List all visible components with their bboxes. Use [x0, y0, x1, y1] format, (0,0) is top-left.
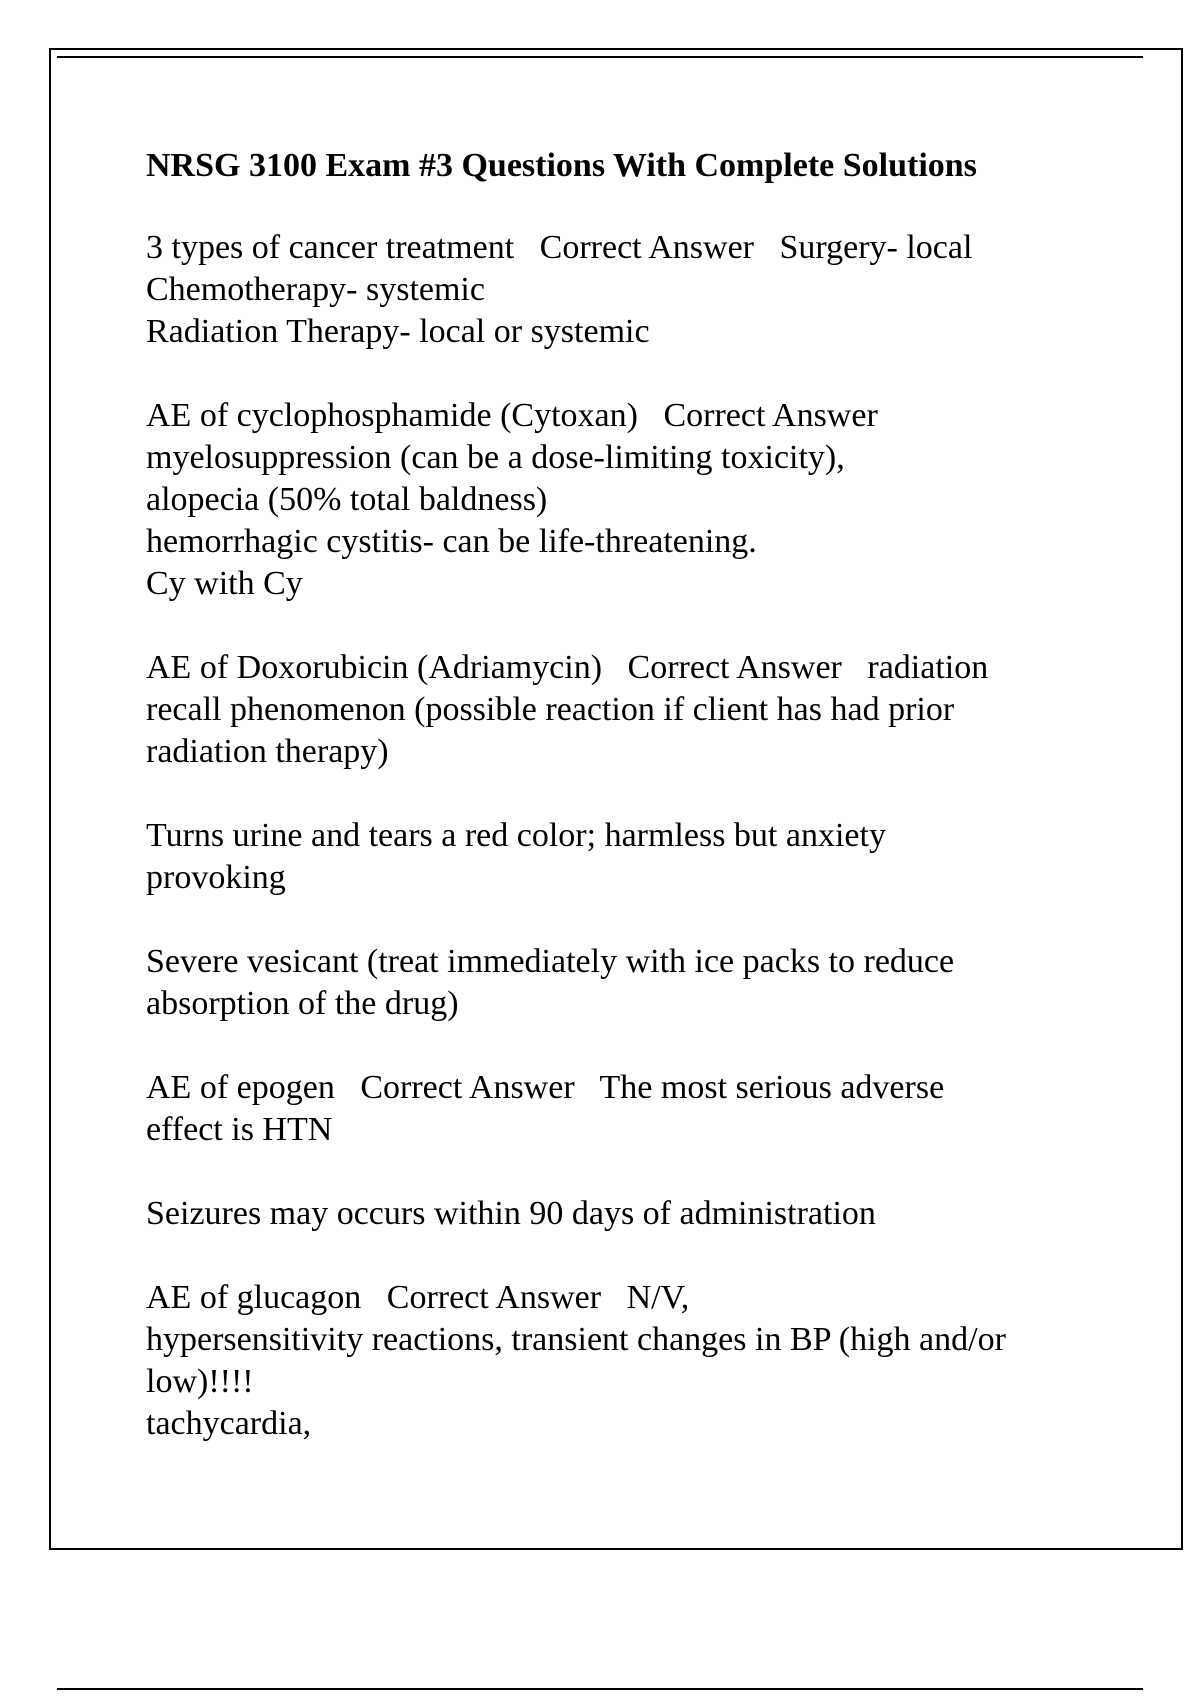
text-line: tachycardia, [146, 1405, 312, 1442]
qa-paragraph [146, 227, 1096, 353]
text-line: AE of Doxorubicin (Adriamycin) Correct Answer radiation [146, 649, 989, 686]
text-line: radiation therapy) [146, 733, 389, 770]
text-line: AE of cyclophosphamide (Cytoxan) Correct Answer [146, 397, 878, 434]
text-line: AE of glucagon Correct Answer N/V, [146, 1279, 690, 1316]
top-rule [57, 56, 1143, 58]
text-line: effect is HTN [146, 1111, 333, 1148]
text-line: Turns urine and tears a red color; harmless but anxiety [146, 817, 886, 854]
text-line: Chemotherapy- systemic [146, 271, 485, 308]
qa-paragraph [146, 1193, 1096, 1235]
bottom-rule [57, 1688, 1143, 1690]
document-title: NRSG 3100 Exam #3 Questions With Complete Solutions [146, 147, 977, 184]
text-line: provoking [146, 859, 286, 896]
text-line: myelosuppression (can be a dose-limiting toxicity), [146, 439, 845, 476]
text-line: hypersensitivity reactions, transient changes in BP (high and/or [146, 1321, 1006, 1358]
text-line: Cy with Cy [146, 565, 303, 602]
text-line: absorption of the drug) [146, 985, 459, 1022]
text-line: alopecia (50% total baldness) [146, 481, 548, 518]
qa-paragraph [146, 815, 1096, 899]
qa-paragraph [146, 941, 1096, 1025]
text-line: Radiation Therapy- local or systemic [146, 313, 650, 350]
text-line: Severe vesicant (treat immediately with ice packs to reduce [146, 943, 955, 980]
text-line: hemorrhagic cystitis- can be life-threatening. [146, 523, 757, 560]
document-body [146, 145, 1096, 1487]
qa-paragraph [146, 1277, 1096, 1445]
qa-paragraph [146, 395, 1096, 605]
text-line: recall phenomenon (possible reaction if client has had prior [146, 691, 955, 728]
qa-paragraph [146, 647, 1096, 773]
text-line: Seizures may occurs within 90 days of administration [146, 1195, 876, 1232]
text-line: AE of epogen Correct Answer The most serious adverse [146, 1069, 945, 1106]
qa-paragraph [146, 1067, 1096, 1151]
text-line: 3 types of cancer treatment Correct Answer Surgery- local [146, 229, 973, 266]
text-line: low)!!!! [146, 1363, 254, 1400]
